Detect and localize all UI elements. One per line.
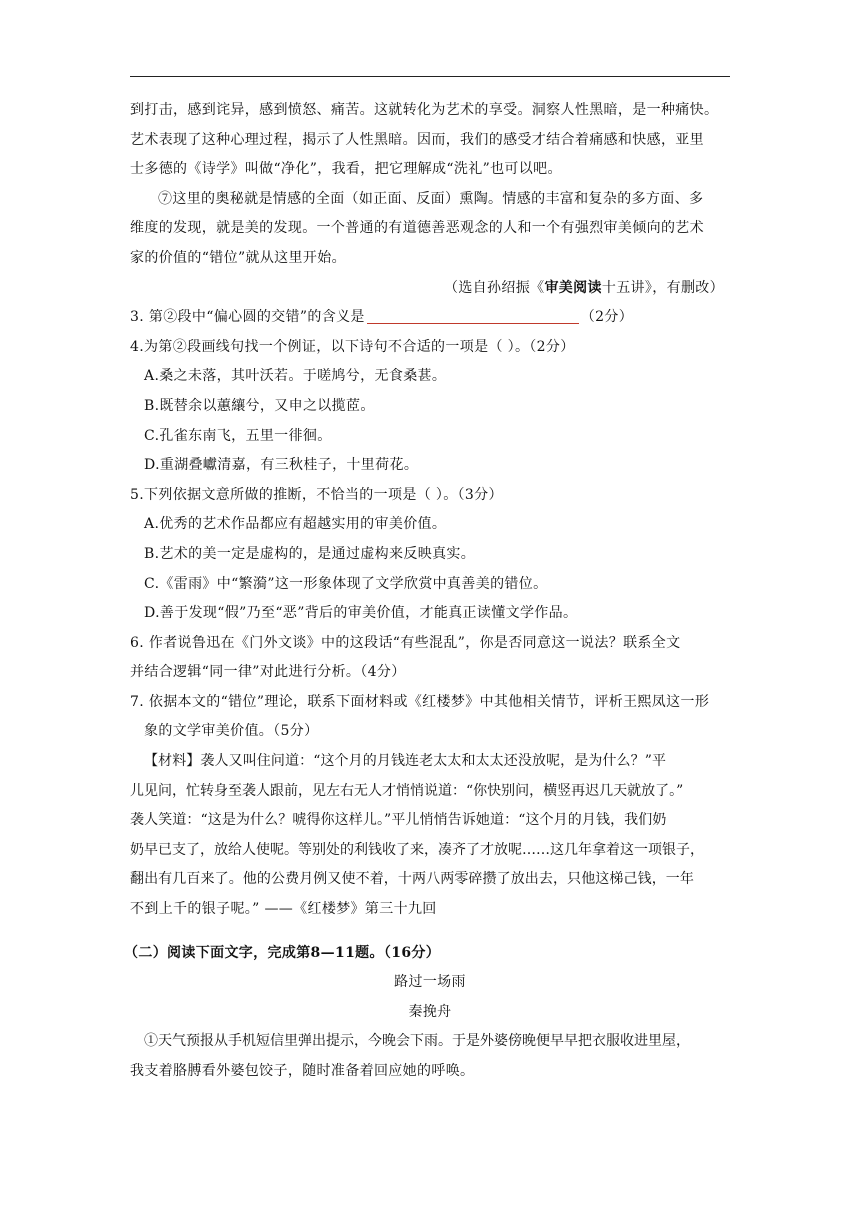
- question-6-line: 6. 作者说鲁迅在《门外文谈》中的这段话“有些混乱”，你是否同意这一说法？联系全文: [130, 634, 681, 651]
- question-5-option-a[interactable]: A.优秀的艺术作品都应有超越实用的审美价值。: [144, 516, 447, 533]
- question-4-option-d[interactable]: D.重湖叠巘清嘉，有三秋桂子，十里荷花。: [144, 457, 419, 474]
- question-5-option-b[interactable]: B.艺术的美一定是虚构的，是通过虚构来反映真实。: [144, 545, 476, 562]
- source-citation: [130, 274, 730, 304]
- material-line: 【材料】袭人又叫住问道：“这个月的月钱连老太太和太太还没放呢，是为什么？”平: [144, 753, 667, 770]
- article-paragraph-1-line: 我支着胳膊看外婆包饺子，随时准备着回应她的呼唤。: [130, 1063, 475, 1079]
- article-title: 路过一场雨: [394, 974, 466, 991]
- passage-line: 艺术表现了这种心理过程，揭示了人性黑暗。因而，我们的感受才结合着痛感和快感，亚里: [130, 131, 704, 148]
- question-3: [130, 303, 730, 333]
- passage-line: 士多德的《诗学》叫做“净化”，我看，把它理解成“洗礼”也可以吧。: [130, 161, 562, 178]
- article-paragraph-1-line: ①天气预报从手机短信里弹出提示，今晚会下雨。于是外婆傍晚便早早把衣服收进里屋，: [144, 1033, 690, 1050]
- section-2-heading: （二）阅读下面文字，完成第8—11题。（16分）: [124, 944, 441, 961]
- paragraph-7-line: ⑦这里的奥秘就是情感的全面（如正面、反面）熏陶。情感的丰富和复杂的多方面、多: [158, 190, 704, 207]
- question-3-points: （2分）: [580, 309, 634, 326]
- question-5-stem: 5.下列依据文意所做的推断，不恰当的一项是（ ）。（3分）: [130, 486, 503, 503]
- question-3-stem: 3. 第②段中“偏心圆的交错”的含义是: [130, 309, 365, 326]
- source-book-title: 审美阅读: [544, 279, 602, 296]
- source-prefix: （选自孙绍振《: [443, 279, 545, 296]
- source-suffix: 十五讲》，有删改）: [601, 279, 724, 296]
- passage-line: 到打击，感到诧异，感到愤怒、痛苦。这就转化为艺术的享受。洞察人性黑暗，是一种痛快。: [130, 102, 719, 118]
- question-4-option-b[interactable]: B.既替余以蕙纕兮，又申之以揽茝。: [144, 397, 375, 414]
- question-4-stem: 4.为第②段画线句找一个例证，以下诗句不合适的一项是（ ）。（2分）: [130, 338, 575, 355]
- passage-ending: [130, 96, 730, 303]
- material-line: 儿见问，忙转身至袭人跟前，见左右无人才悄悄说道：“你快别问，横竖再迟几天就放了。”: [130, 782, 684, 799]
- question-4-option-a[interactable]: A.桑之未落，其叶沃若。于嗟鸠兮，无食桑葚。: [144, 368, 447, 385]
- question-7-line: 7. 依据本文的“错位”理论，联系下面材料或《红楼梦》中其他相关情节，评析王熙凤这一形: [130, 693, 710, 710]
- question-5-option-c[interactable]: C.《雷雨》中“繁漪”这一形象体现了文学欣赏中真善美的错位。: [144, 575, 548, 592]
- document-page: [124, 96, 730, 1087]
- material-line: 不到上千的银子呢。” ——《红楼梦》第三十九回: [130, 901, 437, 918]
- header-rule: [130, 76, 730, 77]
- question-4-option-c[interactable]: C.孔雀东南飞，五里一徘徊。: [144, 427, 332, 444]
- article-author: 秦挽舟: [408, 1003, 452, 1020]
- paragraph-7-line: 维度的发现，就是美的发现。一个普通的有道德善恶观念的人和一个有强烈审美倾向的艺术: [130, 220, 704, 237]
- material-line: 袭人笑道：“这是为什么？唬得你这样儿。”平儿悄悄告诉她道：“这个月的月钱，我们奶: [130, 812, 667, 829]
- material-line: 翻出有几百来了。他的公费月例又使不着，十两八两零碎攒了放出去，只他这梯己钱，一年: [130, 871, 694, 888]
- question-7-line: 象的文学审美价值。（5分）: [144, 723, 319, 740]
- paragraph-7-line: 家的价值的“错位”就从这里开始。: [130, 249, 346, 266]
- question-6-line: 并结合逻辑“同一律”对此进行分析。（4分）: [130, 664, 406, 681]
- material-line: 奶早已支了，放给人使呢。等别处的利钱收了来，凑齐了才放呢……这几年拿着这一项银子，: [130, 841, 704, 858]
- question-5-option-d[interactable]: D.善于发现“假”乃至“恶”背后的审美价值，才能真正读懂文学作品。: [144, 605, 578, 622]
- answer-blank[interactable]: [367, 307, 579, 324]
